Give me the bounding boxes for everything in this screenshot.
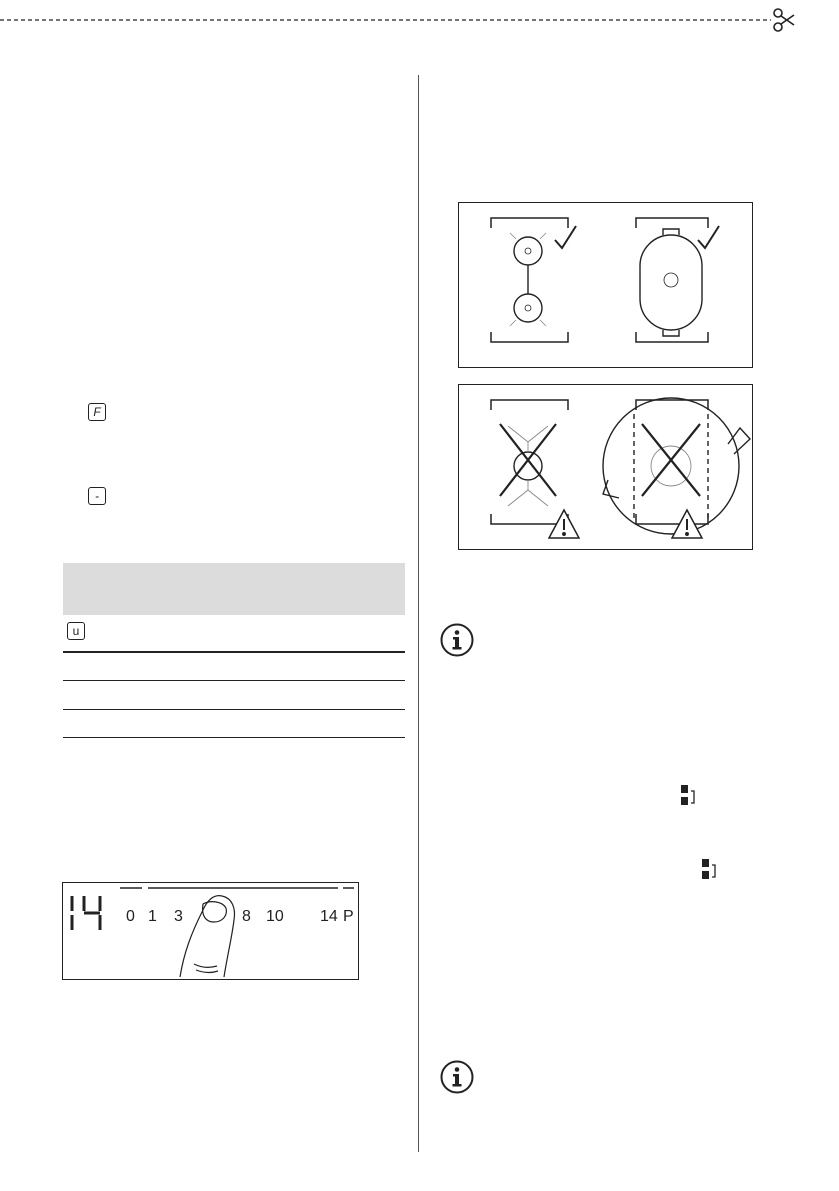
u-symbol-icon: u xyxy=(67,622,85,640)
scale-label: 1 xyxy=(148,908,157,925)
scale-label: 10 xyxy=(266,908,284,925)
scale-label: 14 xyxy=(320,908,338,925)
f-symbol-icon: F xyxy=(88,403,106,421)
dash-symbol-icon: - xyxy=(88,487,106,505)
table-header xyxy=(63,563,405,615)
control-panel-illustration xyxy=(62,882,359,980)
incorrect-pan-placement-figure xyxy=(458,384,753,550)
info-icon xyxy=(440,623,474,657)
table-rule xyxy=(63,709,405,710)
scale-label: 8 xyxy=(242,908,251,925)
cut-line xyxy=(0,0,839,60)
pot-detection-icon xyxy=(701,858,719,884)
scale-label: 3 xyxy=(174,908,183,925)
correct-pan-placement-figure xyxy=(458,202,753,368)
column-divider xyxy=(418,75,419,1152)
scissors-icon xyxy=(774,9,794,31)
pot-detection-icon xyxy=(680,784,698,810)
info-icon xyxy=(440,1060,474,1094)
scale-label: P xyxy=(343,908,354,925)
scale-label: 0 xyxy=(126,908,135,925)
table-rule xyxy=(63,737,405,738)
table-rule xyxy=(63,680,405,681)
table-rule xyxy=(63,651,405,653)
